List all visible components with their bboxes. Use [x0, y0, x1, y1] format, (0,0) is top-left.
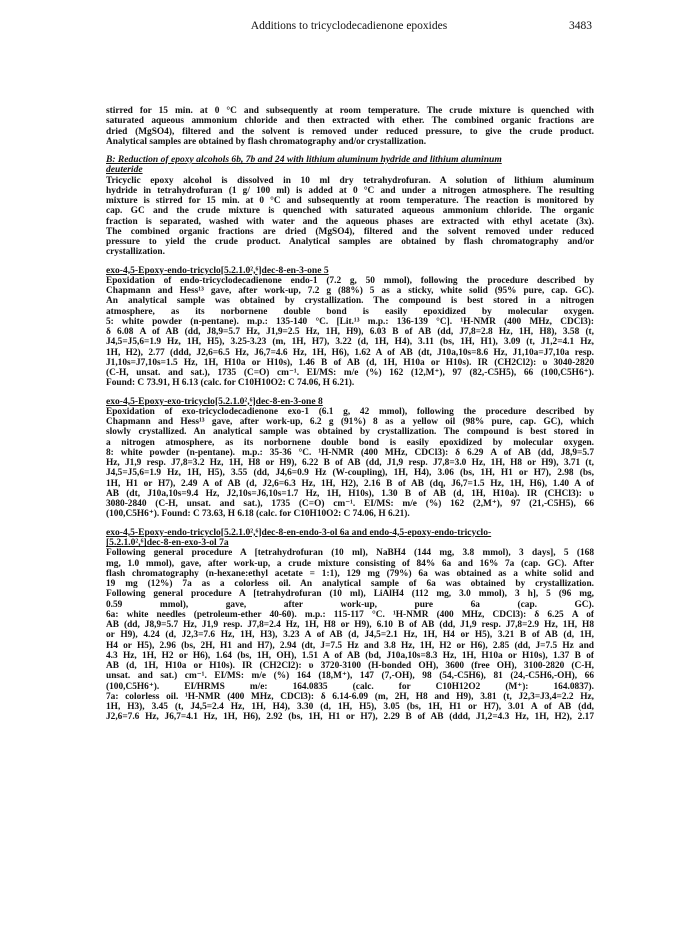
text-line: δ 6.08 A of AB (dd, J8,9=5.7 Hz, J1,9=2.5 Hz, 1H, H9), 6.03 B of AB (dd, J7,8=2.8 Hz, 1H, H8), 3.58 (t,: [106, 327, 594, 338]
compound-6a-title-line1: exo-4,5-Epoxy-endo-tricyclo[5.2.1.0²,⁶]dec-8-en-endo-3-ol 6a and endo-4,5-epoxy-endo-tricyclo-: [106, 526, 492, 538]
text-line: 1H, H2), 2.77 (ddd, J2,6=6.5 Hz, J6,7=4.6 Hz, 1H, H6), 1.62 A of AB (dt, J10a,10s=8.6 Hz, J1,10a=J7,10a resp.: [106, 347, 594, 358]
text-line: Following general procedure A [tetrahydrofuran (10 ml), LiAlH4 (112 mg, 3.0 mmol), 3 h], 5 (96 mg,: [106, 589, 594, 600]
text-line: AB (dt, J10a,10s=9.4 Hz, J2,10s=J6,10s=1.7 Hz, 1H, H10s), 1.30 B of AB (d, 1H, H10a). IR (CHCl3): υ: [106, 488, 594, 499]
text-line: 7a: colorless oil. ¹H-NMR (400 MHz, CDCl3): δ 6.14-6.09 (m, 2H, H8 and H9), 3.81 (t, J2,3=J3,4=2.2 Hz,: [106, 691, 594, 702]
text-line: Chapmann and Hess¹³ gave, after work-up, 7.2 g (88%) 5 as a sticky, white solid (95% pure, cap. GC).: [106, 286, 594, 297]
text-line: 19 mg (12%) 7a as a colorless oil. An analytical sample of 6a was obtained by crystallization.: [106, 579, 594, 590]
text-line: Found: C 73.91, H 6.13 (calc. for C10H10O2: C 74.06, H 6.21).: [106, 378, 355, 389]
section-b-paragraph: [106, 176, 594, 258]
text-line: Epoxidation of endo-tricyclodecadienone endo-1 (7.2 g, 50 mmol), following the procedure described by: [106, 275, 594, 286]
text-line: Analytical samples are obtained by flash chromatography and/or crystallization.: [106, 136, 427, 147]
text-line: mg, 1.0 mmol), gave, after work-up, a crude mixture consisting of 84% 6a and 16% 7a (cap. GC). After: [106, 558, 594, 569]
text-line: atmosphere, as its norbornene double bond is easily epoxidized by molecular oxygen.: [106, 306, 594, 317]
compound-8-title: exo-4,5-Epoxy-exo-tricyclo[5.2.1.0²,⁶]dec-8-en-3-one 8: [106, 395, 323, 407]
text-line: (100,C5H6⁺). Found: C 73.63, H 6.18 (calc. for C10H10O2: C 74.06, H 6.21).: [106, 509, 410, 520]
section-b-heading-line1: B: Reduction of epoxy alcohols 6b, 7b and 24 with lithium aluminum hydride and lithium aluminum: [106, 154, 502, 165]
text-line: crystallization.: [106, 247, 165, 258]
compound-8-heading: [106, 397, 594, 407]
text-line: J1,10s=J7,10s=1.5 Hz, 1H, H10a or H10s), 1.46 B of AB (d, 1H, H10a or H10s). IR (CH2Cl2): υ 3040-2820: [106, 357, 594, 368]
compound-5-heading: [106, 266, 594, 276]
text-line: 4.3 Hz, 1H, H2 or H6), 1.64 (bs, 1H, OH), 1.51 A of AB (bd, J10a,10s=8.3 Hz, 1H, H10a or H10s), 1.37 B of: [106, 650, 594, 661]
compound-8-paragraph: [106, 407, 594, 520]
text-line: 6a: white needles (petroleum-ether 40-60). m.p.: 115-117 °C. ¹H-NMR (400 MHz, CDCl3): δ 6.25 A of: [106, 609, 594, 620]
text-line: or H9), 4.24 (d, J2,3=7.6 Hz, 1H, H3), 3.23 A of AB (d, J4,5=2.1 Hz, 1H, H4 or H5), 3.21 B of AB (d, 1H,: [106, 630, 594, 641]
article-body: [106, 106, 594, 723]
text-line: 3080-2840 (C-H, unsat. and sat.), 1735 (C=O) cm⁻¹. EI/MS: m/e (%) 162 (2,M⁺), 97 (21,-C5H5), 66: [106, 499, 594, 510]
text-line: hydride in tetrahydrofuran (1 g/ 100 ml) is added at 0 °C and under a nitrogen atmosphere. The resulting: [106, 185, 594, 196]
text-line: unsat. and sat.) cm⁻¹. EI/MS: m/e (%) 164 (18,M⁺), 147 (7,-OH), 98 (54,-C5H6), 81 (24,-C5H6,-OH), 66: [106, 671, 594, 682]
text-line: The combined organic fractions are dried (MgSO4), filtered and the solvent removed under reduced: [106, 226, 594, 237]
text-line: (100,C5H6⁺). EI/HRMS m/e: 164.0835 (calc. for C10H12O2 (M⁺): 164.0837).: [106, 681, 594, 692]
section-b-heading-line2: deuteride: [106, 164, 143, 176]
section-b-heading: [106, 155, 594, 176]
text-line: saturated aqueous ammonium chloride and then extracted with ether. The combined organic fractions are: [106, 116, 594, 127]
compound-5-title: exo-4,5-Epoxy-endo-tricyclo[5.2.1.0²,⁶]dec-8-en-3-one 5: [106, 264, 329, 276]
text-line: dried (MgSO4), filtered and the solvent is removed under reduced pressure, to give the crude product.: [106, 126, 594, 137]
text-line: J2,6=7.6 Hz, J6,7=4.1 Hz, 1H, H6), 2.92 (bs, 1H, H1 or H7), 2.29 B of AB (ddd, J1,2=4.3 Hz, 1H, H2), 2.17: [106, 712, 594, 723]
text-line: Hz, J1,9 resp. J7,8=3.2 Hz, 1H, H8 or H9), 6.22 B of AB (dd, J1,9 resp. J7,8=3.0 Hz, 1H, H8 or H9), 3.71 (t,: [106, 458, 594, 469]
running-header: [106, 20, 592, 36]
text-line: pressure to yield the crude product. Analytical samples are obtained by flash chromatography and/or: [106, 237, 594, 248]
text-line: Chapmann and Hess¹³ gave, after work-up, 6.2 g (91%) 8 as a yellow oil (98% pure, cap. GC), which: [106, 417, 594, 428]
text-line: J4,5=J5,6=1.9 Hz, 1H, H5), 3.55 (dd, J4,6=0.9 Hz (W-coupling), 1H, H4), 3.06 (bs, 1H, H1 or H7), 2.98 (bs,: [106, 468, 594, 479]
text-line: AB (d, 1H, H10a or H10s). IR (CH2Cl2): υ 3720-3100 (H-bonded OH), 3600 (free OH), 3100-2820 (C-H,: [106, 661, 594, 672]
text-line: a nitrogen atmosphere, as its norbornene double bond is easily epoxidized by molecular oxygen.: [106, 437, 594, 448]
text-line: 5: white powder (n-pentane). m.p.: 135-140 °C. [Lit.¹³ m.p.: 136-139 °C]. ¹H-NMR (400 MHz, CDCl3):: [106, 316, 594, 327]
text-line: mixture is stirred for 15 min. at 0 °C and subsequently at room temperature. The reaction is monitored by: [106, 196, 594, 207]
text-line: An analytical sample was obtained by crystallization. The compound is best stored in a nitrogen: [106, 296, 594, 307]
text-line: cap. GC and the crude mixture is quenched with saturated aqueous ammonium chloride. The organic: [106, 206, 594, 217]
text-line: Tricyclic epoxy alcohol is dissolved in 10 ml dry tetrahydrofuran. A solution of lithium aluminum: [106, 175, 594, 186]
compound-6a-paragraph: [106, 548, 594, 722]
text-line: fraction is separated, washed with water and the aqueous phases are extracted with ethyl acetate (3x).: [106, 216, 594, 227]
text-line: H4 or H5), 2.96 (bs, 2H, H1 and H7), 2.94 (dt, J=7.5 Hz and 3.8 Hz, 1H, H2 or H6), 2.85 (dd, J=7.5 Hz and: [106, 640, 594, 651]
text-line: 1H, H1 or H7), 2.49 A of AB (d, J2,6=6.3 Hz, 1H, H2), 2.16 B of AB (dq, J6,7=1.5 Hz, 1H, H6), 1.40 A of: [106, 478, 594, 489]
text-line: (C-H, unsat. and sat.), 1735 (C=O) cm⁻¹. EI/MS: m/e (%) 162 (12,M⁺), 97 (82,-C5H5), 66 (100,C5H6⁺).: [106, 368, 594, 379]
compound-6a-heading: [106, 528, 594, 549]
text-line: slowly crystallized. An analytical sample was obtained by crystallization. The compound is best stored in: [106, 427, 594, 438]
page-number: 3483: [569, 20, 592, 32]
text-line: J4,5=J5,6=1.9 Hz, 1H, H5), 3.25-3.23 (m, 1H, H7), 3.22 (d, 1H, H4), 3.11 (bs, 1H, H1), 3.09 (t, J1,2=4.1 Hz,: [106, 337, 594, 348]
text-line: AB (dd, J8,9=5.7 Hz, J1,9 resp. J7,8=2.4 Hz, 1H, H8 or H9), 6.10 B of AB (dd, J1,9 resp. J7,8=2.9 Hz, 1H, H8: [106, 620, 594, 631]
intro-paragraph: [106, 106, 594, 147]
text-line: Following general procedure A [tetrahydrofuran (10 ml), NaBH4 (144 mg, 3.8 mmol), 3 days], 5 (168: [106, 548, 594, 559]
compound-6a-title-line2: [5.2.1.0²,⁶]dec-8-en-exo-3-ol 7a: [106, 536, 229, 548]
text-line: stirred for 15 min. at 0 °C and subsequently at room temperature. The crude mixture is quenched with: [106, 106, 594, 116]
compound-5-paragraph: [106, 276, 594, 389]
text-line: Epoxidation of exo-tricyclodecadienone exo-1 (6.1 g, 42 mmol), following the procedure described by: [106, 406, 594, 417]
text-line: flash chromatography (n-hexane:ethyl acetate = 1:1), 129 mg (79%) 6a was obtained as a white solid and: [106, 568, 594, 579]
running-title: Additions to tricyclodecadienone epoxides: [250, 20, 448, 32]
text-line: 8: white powder (n-pentane). m.p.: 35-36 °C. ¹H-NMR (400 MHz, CDCl3): δ 6.29 A of AB (dd, J8,9=5.7: [106, 447, 594, 458]
text-line: 1H, H3), 3.45 (t, J4,5=2.4 Hz, 1H, H4), 3.30 (d, 1H, H5), 3.05 (bs, 1H, H1 or H7), 3.01 A of AB (dd,: [106, 702, 594, 713]
text-line: 0.59 mmol), gave, after work-up, pure 6a (cap. GC).: [106, 599, 594, 610]
